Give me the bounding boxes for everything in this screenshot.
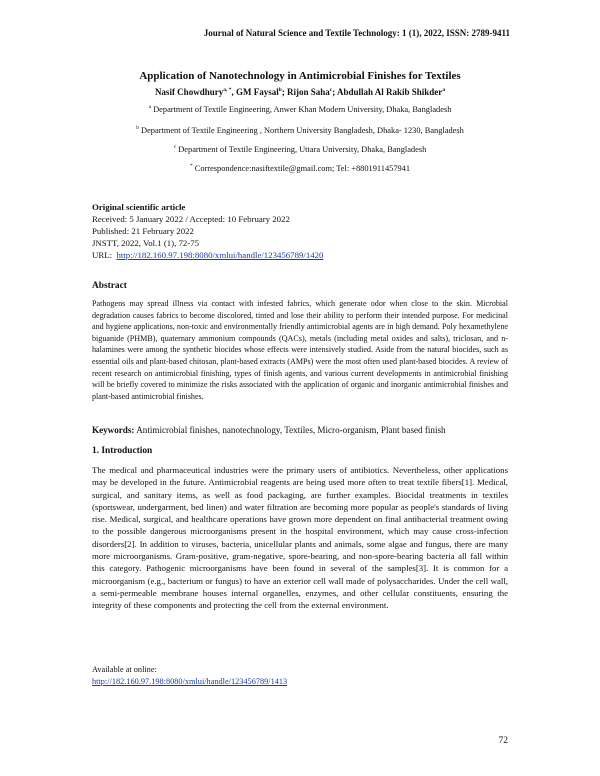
abstract-text: Pathogens may spread illness via contact with infested fabrics, which generate odor when close to the skin. Microbial degradation causes fabrics to become discolored, tinted and lose their ability to perform their intended purpose. For medicinal and hygiene applications, non-toxic and environmentally friendly antimicrobial agents are in high demand. Poly hexamethylene biguanide (PHMB), quaternary ammonium compounds (QACs), metals (including metal oxides and salts), triclosan, and n-halamines were among the synthetic biocides whose effects were intensively studied. Aside from the natural biocides, such as essential oils and plant-based chitosan, plant-based extracts (AMPs) were the most often used plant-based biocides. A review of recent research on antimicrobial finishing, types of finish agents, and various current developments in antimicrobial finishing will be briefly covered to minimize the risks associated with the application of organic and inorganic antimicrobial finishes and plant-based antimicrobial finishes. <box>92 299 508 401</box>
journal-header: Journal of Natural Science and Textile Technology: 1 (1), 2022, ISSN: 2789-9411 <box>203 28 510 38</box>
article-url-link[interactable]: http://182.160.97.198:8080/xmlui/handle/123456789/1420 <box>116 250 324 260</box>
citation: JNSTT, 2022, Vol.1 (1), 72-75 <box>92 238 200 248</box>
author-name: GM Faysal <box>235 87 279 97</box>
url-line <box>92 249 323 261</box>
author-affiliation-mark: c <box>329 87 333 93</box>
keywords <box>92 425 508 435</box>
available-url-link[interactable]: http://182.160.97.198:8080/xmlui/handle/123456789/1413 <box>92 677 288 686</box>
affiliation: $^b$ Department of Textile Engineering , Northern University Bangladesh, Dhaka- 1230, Bangladesh <box>136 125 464 135</box>
author-affiliation-mark: a, * <box>223 87 232 93</box>
affiliation: $^c$ Department of Textile Engineering, Uttara University, Dhaka, Bangladesh <box>173 144 427 154</box>
introduction-text: The medical and pharmaceutical industries were the primary users of antibiotics. Nevertheless, other applications may be developed in the future. Antimicrobial reagents are being used more often to treat textile fibers[1]. Medical, surgical, and sanitary items, as well as food packaging, are further examples. Biocidal treatments in textiles (sportswear, undergarment, bed linen) and water filtration are becoming more popular as people's standards of living rise. Medical, surgical, and healthcare operations have grown more dependent on final antibacterial treatment owing to the possible dangerous microorganisms present in the hospital environment, which may cause cross-infection disorders[2]. In addition to viruses, bacteria, unicellular plants and animals, some algae and fungus, there are many more microorganisms. Gram-positive, gram-negative, spore-bearing, and non-spore-bearing bacteria all fall within this category. Pathogenic microorganisms have been found in several of the samples[3]. It is common for a microorganism (e.g., bacterium or fungus) to have an exterior cell wall made of polysaccharides. Under the cell wall, a semi-permeable membrane houses internal organelles, enzymes, and other cellular constituents, ensuring the integrity of these components and protecting the cell from the external environment. <box>92 465 508 611</box>
author-affiliation-mark: a <box>442 87 446 93</box>
author-list: Nasif Chowdhury$^{a, *}$, GM Faysal$^b$; Rijon Saha$^c$; Abdullah Al Rakib Shikder$^a$ <box>154 87 446 97</box>
abstract-heading: Abstract <box>92 281 127 291</box>
introduction-heading: 1. Introduction <box>92 446 153 456</box>
affiliation: $^a$ Department of Textile Engineering, Anwer Khan Modern University, Dhaka, Bangladesh <box>148 104 452 114</box>
author-name: Rijon Saha <box>287 87 330 97</box>
author-affiliation-mark: b <box>278 87 282 93</box>
author-name: Nasif Chowdhury <box>154 87 224 97</box>
keywords-label: Keywords: <box>92 425 135 435</box>
page-number: 72 <box>498 736 508 746</box>
published-date: Published: 21 February 2022 <box>92 226 194 236</box>
available-online <box>92 664 287 688</box>
article-type: Original scientific article <box>92 202 186 212</box>
paper-title: Application of Nanotechnology in Antimicrobial Finishes for Textiles <box>139 70 461 82</box>
author-name: Abdullah Al Rakib Shikder <box>337 87 443 97</box>
keywords-text: Antimicrobial finishes, nanotechnology, Textiles, Micro-organism, Plant based finish <box>134 425 446 435</box>
url-label: URL: <box>92 250 113 260</box>
article-info <box>92 201 323 261</box>
available-label: Available at online: <box>92 665 157 674</box>
correspondence: * Correspondence:nasiftextile@gmail.com; Tel: +8801911457941 <box>189 163 411 173</box>
received-date: Received: 5 January 2022 / Accepted: 10 February 2022 <box>92 214 290 224</box>
